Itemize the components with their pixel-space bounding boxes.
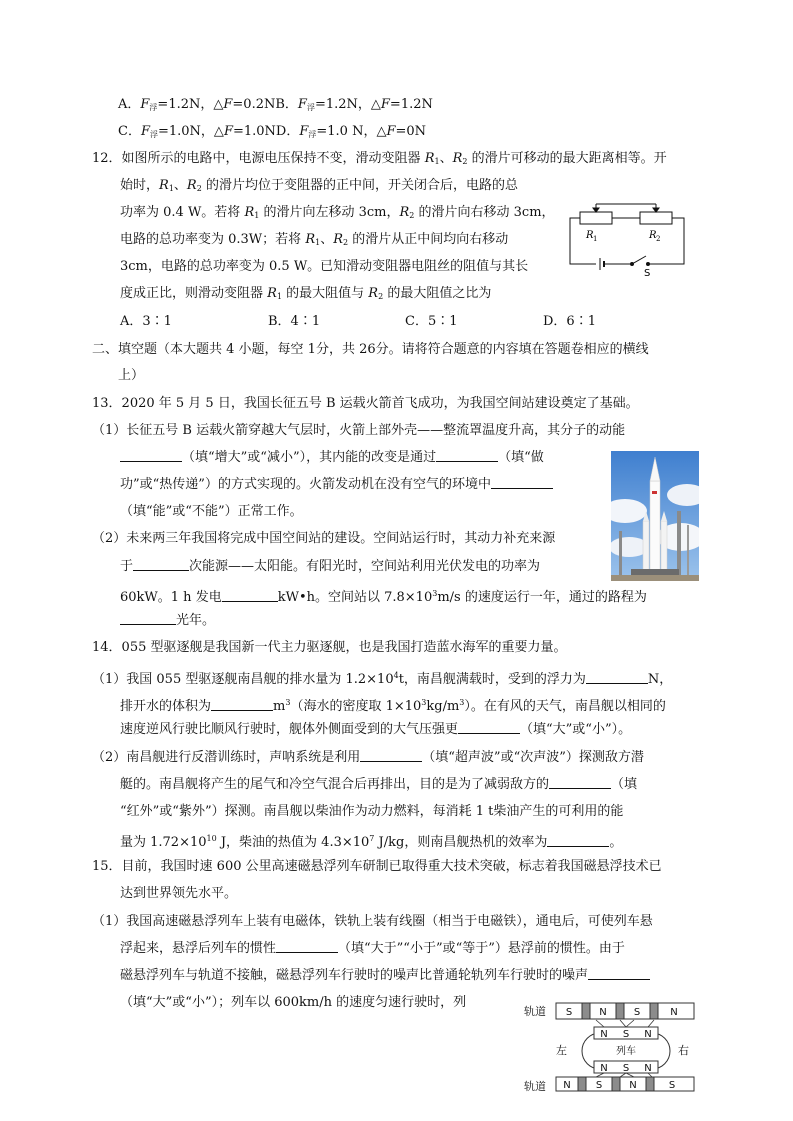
q15-p1-line-2: 浮起来，悬浮后列车的惯性 （填“大于”“小于”或“等于”）悬浮前的惯性。由于	[120, 941, 625, 956]
blank[interactable]	[133, 558, 189, 571]
top-pole-3: S	[633, 1007, 641, 1018]
q12-line-5: 3cm，电路的总功率变为 0.5 W。已知滑动变阻器电阻丝的阻值与其长	[120, 259, 529, 274]
blank[interactable]	[586, 671, 648, 684]
q13-p1-line-2: （填“增大”或“减小”），其内能的改变是通过 （填“做	[120, 449, 544, 467]
q11-option-ab: A．F浮=1.2N，△F=0.2NB．F浮=1.2N，△F=1.2N	[118, 97, 433, 112]
q15-p1-line-3: 磁悬浮列车与轨道不接触，磁悬浮列车行驶时的噪声比普通轮轨列车行驶时的噪声	[120, 967, 650, 985]
r2-label: R	[649, 230, 657, 241]
rocket-svg	[611, 451, 699, 581]
bottom-pole-3: N	[629, 1080, 637, 1091]
top-pole-2: N	[599, 1007, 607, 1018]
q14-p2-line-1: （2）南昌舰进行反潜训练时，声呐系统是利用 （填“超声波”或“次声波”）探测敌方潜	[92, 750, 644, 765]
q14-p1-line-1: （1）我国 055 型驱逐舰南昌舰的排水量为 $1.2\times 10^4t$，南昌舰满载时，受到的浮力为 N，	[92, 671, 673, 687]
q12-line-2: 始时，R1、R2 的滑片均位于变阻器的正中间，开关闭合后，电路的总	[120, 178, 518, 193]
q12-line-4: 电路的总功率变为 0.3W；若将 R1、R2 的滑片从正中间均向右移动	[120, 232, 509, 247]
bottom-pole-4: S	[668, 1080, 676, 1091]
train-top-pole-3: N	[644, 1029, 652, 1040]
blank[interactable]	[120, 449, 182, 462]
q13-p2-line-3: 60kW。1 h 发电 kW•h。空间站以 $7.8\times 10^3m/s$ 的速度运行一年，通过的路程为	[120, 589, 647, 605]
train-top-pole-1: N	[600, 1029, 608, 1040]
top-pole-4: N	[670, 1007, 678, 1018]
blank[interactable]	[360, 749, 422, 762]
section2-line-1: 二、填空题（本大题共 4 小题，每空 1分，共 26分。请将符合题意的内容填在答题卷相应的横线	[92, 342, 649, 357]
maglev-svg	[524, 999, 702, 1095]
q14-intro: 14．055 型驱逐舰是我国新一代主力驱逐舰，也是我国打造蓝水海军的重要力量。	[92, 640, 567, 655]
r1-label: R	[586, 230, 594, 241]
track-bottom-label: 轨道	[524, 1080, 546, 1093]
blank[interactable]	[491, 476, 553, 489]
q15-p1-line-1: （1）我国高速磁悬浮列车上装有电磁体，铁轨上装有线圈（相当于电磁铁），通电后，可使列车悬	[92, 914, 653, 929]
q15-intro-line-2: 达到世界领先水平。	[120, 886, 238, 901]
train-bottom-pole-1: N	[600, 1063, 608, 1074]
train-label: 列车	[616, 1046, 636, 1057]
q11-option-cd: C．F浮=1.0N，△F=1.0ND．F浮=1.0 N，△F=0N	[118, 124, 427, 139]
track-top-label: 轨道	[524, 1005, 546, 1018]
train-bottom-pole-3: N	[644, 1063, 652, 1074]
q12-option-d: D．6∶1	[543, 314, 596, 329]
q14-p1-line-2: 排开水的体积为 $m^3$（海水的密度取 $1\times 10^3kg/m^3$）。在有风的天气，南昌舰以相同的	[120, 698, 666, 714]
circuit-svg	[566, 198, 690, 278]
q13-p1-line-4: （填“能”或“不能”）正常工作。	[120, 504, 303, 519]
maglev-diagram	[524, 999, 702, 1095]
q12-line-1: 12．如图所示的电路中，电源电压保持不变，滑动变阻器 R1、R2 的滑片可移动的最大距离相等。开	[92, 151, 667, 166]
blank[interactable]	[120, 612, 176, 625]
q14-p2-line-4: 量为 $1.72\times 10^{10}$ J，柴油的热值为 $4.3\times 10^7$ J/kg，则南昌舰热机的效率为 。	[120, 834, 623, 850]
q15-p1-line-4: （填“大”或“小”）；列车以 600km/h 的速度匀速行驶时，列	[120, 995, 467, 1010]
right-label: 右	[678, 1044, 689, 1057]
train-top-pole-2: S	[622, 1029, 630, 1040]
q13-p1-line-1: （1）长征五号 B 运载火箭穿越大气层时，火箭上部外壳——整流罩温度升高，其分子的动能	[92, 423, 626, 438]
bottom-pole-2: S	[595, 1080, 603, 1091]
blank[interactable]	[549, 776, 611, 789]
q14-p2-line-3: “红外”或“紫外”）探测。南昌舰以柴油作为动力燃料，每消耗 1 t柴油产生的可利用的能	[120, 804, 624, 819]
q13-p2-line-2: 于 次能源——太阳能。有阳光时，空间站利用光伏发电的功率为	[120, 559, 541, 574]
q13-intro: 13．2020 年 5 月 5 日，我国长征五号 B 运载火箭首飞成功，为我国空间站建设奠定了基础。	[92, 396, 639, 411]
blank[interactable]	[436, 449, 498, 462]
blank[interactable]	[222, 589, 278, 602]
q12-option-b: B．4∶1	[268, 314, 321, 329]
q12-option-a: A．3∶1	[120, 314, 172, 329]
blank[interactable]	[211, 698, 273, 711]
q12-line-3: 功率为 0.4 W。若将 R1 的滑片向左移动 3cm，R2 的滑片向右移动 3cm，	[120, 205, 555, 220]
top-pole-1: S	[565, 1007, 573, 1018]
switch-label: S	[644, 268, 651, 278]
q15-intro-line-1: 15．目前，我国时速 600 公里高速磁悬浮列车研制已取得重大技术突破，标志着我国磁悬浮技术已	[92, 859, 662, 874]
train-bottom-pole-2: S	[622, 1063, 630, 1074]
blank[interactable]	[276, 940, 338, 953]
q13-p2-line-1: （2）未来两三年我国将完成中国空间站的建设。空间站运行时，其动力补充来源	[92, 531, 556, 546]
blank[interactable]	[588, 967, 650, 980]
q12-option-c: C．5∶1	[405, 314, 458, 329]
bottom-pole-1: N	[563, 1080, 571, 1091]
r2-sub: 2	[656, 235, 661, 243]
blank[interactable]	[458, 721, 520, 734]
section2-line-2: 上）	[118, 368, 145, 383]
circuit-diagram	[566, 198, 690, 278]
blank[interactable]	[547, 834, 609, 847]
r1-sub: 1	[593, 235, 598, 243]
rocket-photo	[611, 451, 699, 581]
left-label: 左	[556, 1044, 567, 1057]
q12-line-6: 度成正比，则滑动变阻器 R1 的最大阻值与 R2 的最大阻值之比为	[120, 286, 492, 301]
q14-p2-line-2: 艇的。南昌舰将产生的尾气和冷空气混合后再排出，目的是为了减弱敌方的 （填	[120, 777, 638, 792]
q14-p1-line-3: 速度逆风行驶比顺风行驶时，舰体外侧面受到的大气压强更 （填“大”或“小”）。	[120, 722, 632, 737]
q13-p1-line-3: 功”或“热传递”）的方式实现的。火箭发动机在没有空气的环境中	[120, 476, 553, 494]
q13-p2-line-4: 光年。	[120, 612, 215, 630]
